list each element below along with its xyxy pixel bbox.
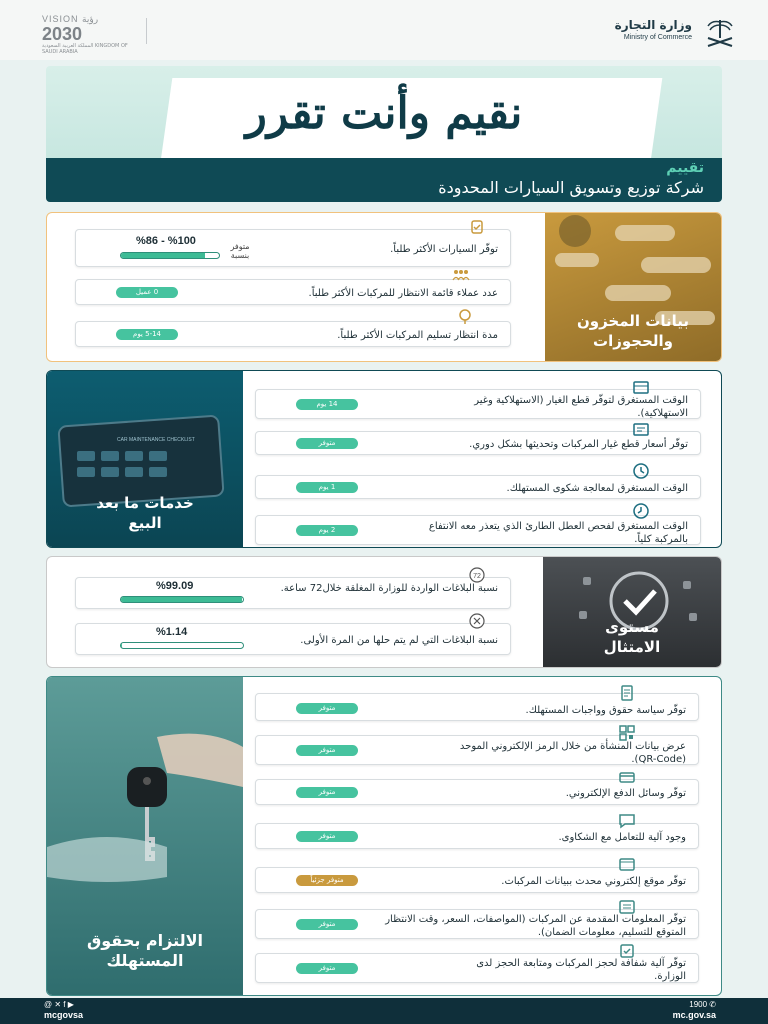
header [0, 0, 768, 60]
rights-card-policy: توفّر سياسة حقوق وواجبات المستهلك. متوفر [255, 693, 699, 721]
rights-card-complaints: وجود آلية للتعامل مع الشكاوى. متوفر [255, 823, 699, 849]
hero-label: تقييم [666, 160, 704, 176]
ministry-logo: وزارة التجارة Ministry of Commerce [578, 16, 738, 48]
compliance-title: مستوى الامتثال [603, 618, 661, 656]
footer [0, 998, 768, 1024]
tablet-screen-text: CAR MAINTENANCE CHECKLIST [117, 437, 195, 443]
complaint-value: 1 يوم [296, 482, 358, 493]
waitlist-value: 0 عميل [116, 287, 178, 298]
policy-document-icon [618, 684, 636, 702]
hero-title: نقيم وأنت تقرر [245, 88, 523, 139]
social-handle[interactable]: mcgovsa [44, 1010, 84, 1020]
aftersales-card-prices: توفّر أسعار قطع غيار المركبات وتحديثها بشكل دوري. متوفر [255, 431, 701, 455]
delivery-value: 5-14 يوم [116, 329, 178, 340]
price-list-icon [632, 420, 650, 438]
hero-banner [46, 66, 722, 202]
rights-section [46, 676, 722, 996]
closed-bar [120, 596, 244, 603]
aftersales-card-parts: الوقت المستغرق لتوفّر قطع الغيار (الاستهلاكية وغير الاستهلاكية). 14 يوم [255, 389, 701, 419]
rights-card-payment: توفّر وسائل الدفع الإلكتروني. متوفر [255, 779, 699, 805]
aftersales-card-inspection: الوقت المستغرق لفحص العطل الطارئ الذي يتعذر معه الانتفاع بالمركبة كلياً. 2 يوم [255, 515, 701, 545]
unresolved-bar-fill [121, 643, 122, 648]
delivery-pin-icon [456, 308, 474, 326]
svg-text:72: 72 [473, 573, 481, 580]
prices-value: متوفر [296, 438, 358, 449]
timer-icon [632, 502, 650, 520]
availability-range: %86 - %100 [136, 235, 196, 247]
inventory-card-waitlist: عدد عملاء قائمة الانتظار للمركبات الأكثر طلباً. 0 عميل [75, 279, 511, 305]
policy-value: متوفر [296, 703, 358, 714]
compliance-card-unresolved: نسبة البلاغات التي لم يتم حلها من المرة الأولى. %1.14 [75, 623, 511, 655]
phone-number[interactable]: 1900 ✆ [689, 1000, 716, 1009]
rights-card-vehicle-info: توفّر المعلومات المقدمة عن المركبات (المواصفات، السعر، وقت الانتظار المتوقع للتسليم، معلومات الضمان). متوفر [255, 909, 699, 939]
inventory-title: بيانات المخزون والحجوزات [576, 312, 690, 350]
complaint-speech-icon [618, 812, 636, 830]
aftersales-title: خدمات ما بعد البيع [96, 494, 194, 532]
hero-company-band [46, 158, 722, 202]
car-availability-icon [468, 218, 486, 236]
unresolved-icon [468, 612, 486, 630]
aftersales-card-complaint: الوقت المستغرق لمعالجة شكوى المستهلك. 1 يوم [255, 475, 701, 499]
aftersales-panel [47, 371, 243, 547]
website-value: متوفر جزئياً [296, 875, 358, 886]
rights-card-qr: عرض بيانات المنشأة من خلال الرمز الإلكتروني الموحد (QR-Code). متوفر [255, 735, 699, 765]
inspection-value: 2 يوم [296, 525, 358, 536]
availability-bar-fill [121, 253, 205, 258]
closed-bar-fill [121, 597, 242, 602]
social-icons[interactable]: @ ✕ f ▶ [44, 1000, 74, 1009]
palm-swords-icon [702, 16, 738, 52]
rights-panel [47, 677, 243, 995]
payment-value: متوفر [296, 787, 358, 798]
inventory-card-availability: توفّر السيارات الأكثر طلباً. متوفر بنسبة %86 - %100 [75, 229, 511, 267]
clock-icon [632, 462, 650, 480]
closed-percent: %99.09 [156, 580, 194, 592]
qr-value: متوفر [296, 745, 358, 756]
unresolved-bar [120, 642, 244, 649]
payment-card-icon [618, 768, 636, 786]
website-icon [618, 856, 636, 874]
compliance-panel [543, 557, 721, 667]
aftersales-section [46, 370, 722, 548]
vision-2030-logo: VISION رؤية 2030 المملكة العربية السعودية KINGDOM OF SAUDI ARABIA [42, 14, 128, 55]
website-link[interactable]: mc.gov.sa [672, 1010, 716, 1020]
parts-value: 14 يوم [296, 399, 358, 410]
compliance-section [46, 556, 722, 668]
inventory-panel [545, 213, 721, 361]
compliance-card-closed: 72 نسبة البلاغات الواردة للوزارة المغلقة خلال72 ساعة. %99.09 [75, 577, 511, 609]
people-queue-icon [452, 266, 470, 284]
rights-card-booking: توفّر آلية شفافة لحجز المركبات ومتابعة الحجز لدى الوزارة. متوفر [255, 953, 699, 983]
complaints-value: متوفر [296, 831, 358, 842]
inventory-card-delivery: مدة انتظار تسليم المركبات الأكثر طلباً. 5-14 يوم [75, 321, 511, 347]
rights-card-website: توفّر موقع إلكتروني محدث ببيانات المركبات. متوفر جزئياً [255, 867, 699, 893]
company-name: شركة توزيع وتسويق السيارات المحدودة [438, 178, 704, 197]
booking-value: متوفر [296, 963, 358, 974]
inventory-section [46, 212, 722, 362]
rights-title: الالتزام بحقوق المستهلك [86, 931, 204, 970]
vehicle-info-value: متوفر [296, 919, 358, 930]
unresolved-percent: %1.14 [156, 626, 188, 638]
availability-bar [120, 252, 220, 259]
header-divider [146, 18, 147, 44]
